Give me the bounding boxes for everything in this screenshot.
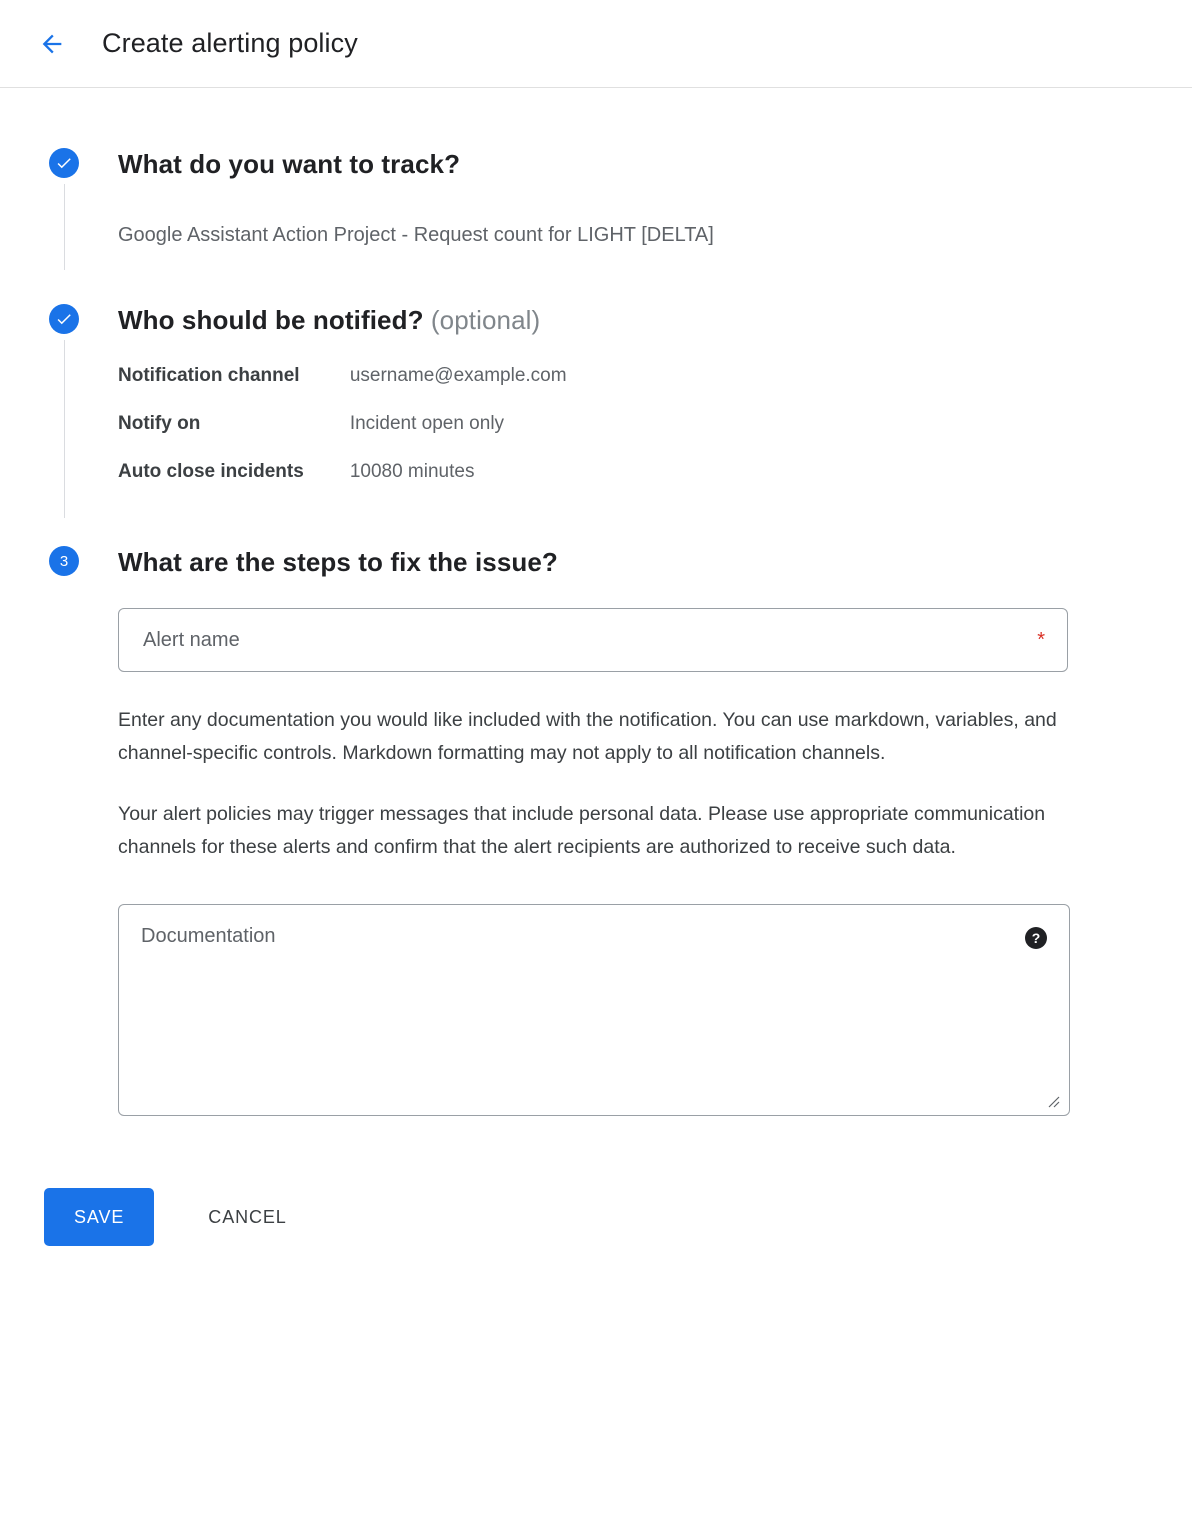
table-row bbox=[118, 364, 567, 412]
documentation-field-wrap bbox=[118, 904, 1070, 1116]
step-1-summary: Google Assistant Action Project - Request count for LIGHT [DELTA] bbox=[118, 224, 714, 246]
page-content bbox=[0, 148, 1192, 1246]
table-row bbox=[118, 412, 567, 460]
step-3-title: What are the steps to fix the issue? bbox=[118, 547, 558, 577]
step-1-title: What do you want to track? bbox=[118, 149, 461, 179]
row-value: 10080 minutes bbox=[349, 461, 475, 482]
step-2-optional-label: (optional) bbox=[430, 305, 541, 335]
required-marker: * bbox=[1037, 628, 1045, 651]
page-header bbox=[0, 0, 1192, 88]
step-1-marker bbox=[49, 148, 79, 178]
step-2-complete-badge bbox=[49, 304, 79, 334]
form-actions bbox=[0, 1188, 1192, 1246]
back-button[interactable] bbox=[28, 20, 76, 68]
alert-name-field-wrap bbox=[118, 608, 1192, 672]
step-fix-issue bbox=[0, 546, 1192, 1116]
step-1-complete-badge bbox=[49, 148, 79, 178]
save-button[interactable]: SAVE bbox=[44, 1188, 154, 1246]
step-what-to-track bbox=[0, 148, 1192, 248]
check-icon bbox=[55, 310, 73, 328]
step-2-title-text: Who should be notified? bbox=[118, 305, 424, 335]
alert-name-input[interactable] bbox=[141, 628, 1043, 653]
step-3-number-badge: 3 bbox=[49, 546, 79, 576]
documentation-help-paragraph-1: Enter any documentation you would like included with the notification. You can use markdown, variables, and channel-specific controls. Markdown formatting may not apply to all notification channels. bbox=[118, 709, 1057, 764]
alert-name-field[interactable] bbox=[118, 608, 1068, 672]
check-icon bbox=[55, 154, 73, 172]
step-2-connector bbox=[64, 340, 65, 518]
row-key: Auto close incidents bbox=[118, 461, 304, 482]
step-1-connector bbox=[64, 184, 65, 270]
step-who-notified bbox=[0, 304, 1192, 508]
notification-summary-table bbox=[118, 364, 567, 508]
step-2-marker bbox=[49, 304, 79, 334]
svg-text:?: ? bbox=[1031, 930, 1041, 946]
cancel-button[interactable]: CANCEL bbox=[182, 1188, 312, 1246]
row-value: username@example.com bbox=[349, 365, 567, 386]
row-value: Incident open only bbox=[349, 413, 505, 434]
table-row bbox=[118, 460, 567, 508]
help-circle-icon[interactable] bbox=[1024, 926, 1048, 950]
documentation-input[interactable] bbox=[118, 904, 1070, 1116]
step-3-marker bbox=[49, 546, 79, 576]
documentation-help-paragraph-2: Your alert policies may trigger messages that include personal data. Please use appropriate communication channels for these alerts and confirm that the alert recipients are authorized to receive such data. bbox=[118, 803, 1046, 858]
step-2-title bbox=[118, 304, 1192, 336]
arrow-left-icon bbox=[38, 30, 66, 58]
page-title: Create alerting policy bbox=[102, 28, 358, 58]
row-key: Notification channel bbox=[118, 365, 300, 386]
row-key: Notify on bbox=[118, 413, 201, 434]
